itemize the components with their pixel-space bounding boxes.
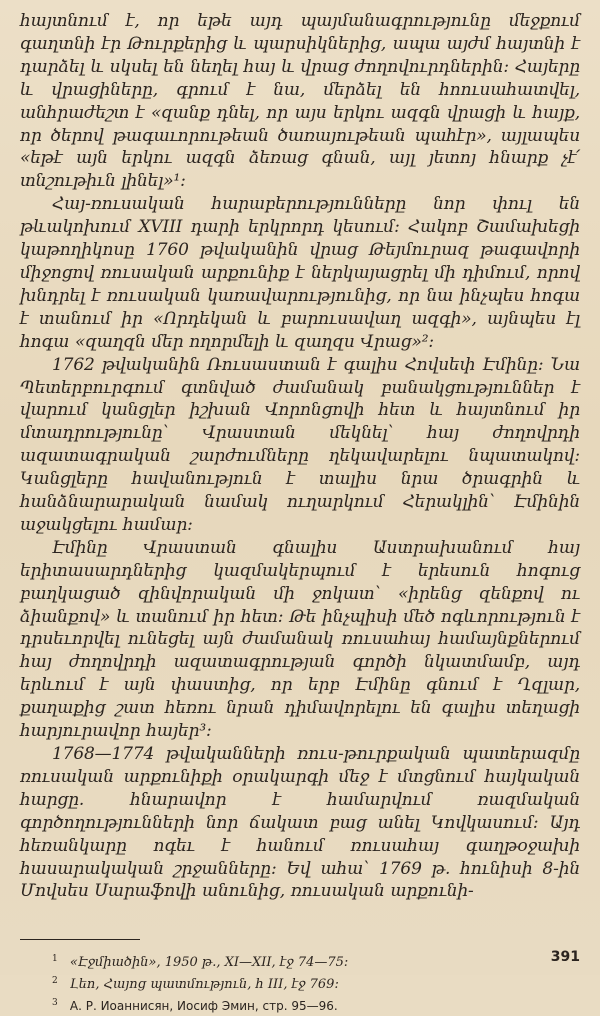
page-number: 391 [550, 949, 580, 965]
paragraph-3: 1762 թվականին Ռուսաստան է գալիս Հովսեփ Էմինը: Նա Պետերբուրգում գտնված ժամանակ բանակցություններ է վարում կանցլեր իշխան Վորոնցովի հետ և հայտնում իր մտադրությունը՝ Վրաստան մեկնել՝ հայ ժողովրդի ազատագրական շարժումները ղեկավարելու նպատակով: Կանցլերը հավանություն է տալիս նրա ծրագրին և հանձնարարական նամակ ուղարկում Հերակլին՝ Էմինին աջակցելու համար: [20, 354, 580, 535]
footnote-number: 3 [52, 998, 58, 1009]
footnotes [20, 950, 580, 1016]
paragraph-4: Էմինը Վրաստան գնալիս Աստրախանում հայ երիտասարդներից կազմակերպում է երեսուն հոգուց բաղկացած զինվորական մի ջոկատ՝ «իրենց զենքով ու ձիանքով» և տանում իր հետ: Թե ինչպիսի մեծ ոգևորություն է դրսեւորվել ունեցել այն ժամանակ ռուսահայ համայնքներում հայ ժողովրդի ազատագրության գործի նկատմամբ, այդ երևում է այն փաստից, որ երբ Էմինը գնում է Ղզլար, քաղաքից շատ հեռու նրան դիմավորելու են գալիս տեղացի հարյուրավոր հայեր³: [20, 537, 580, 742]
footnote-number: 1 [52, 954, 58, 965]
footnote-3 [52, 994, 580, 1016]
footnote-number: 2 [52, 976, 58, 987]
footnote-text: «Էջմիածին», 1950 թ., XI—XII, էջ 74—75: [69, 955, 349, 971]
body-text [20, 10, 580, 903]
footnote-text: А. Р. Иоаннисян, Иосиф Эмин, стр. 95—96. [69, 999, 338, 1014]
paragraph-2: Հայ-ռուսական հարաբերությունները նոր փուլ են թևակոխում XVIII դարի երկրորդ կեսում: Հակոբ Շամախեցի կաթողիկոսը 1760 թվականին վրաց Թեյմուրազ թագավորի միջոցով ռուսական արքունիք է ներկայացրել մի դիմում, որով խնդրել է ռուսական կառավարությունից, որ նա ինչպես հոգա է տանում իր «Որդեկան և բարուսավաղ ազգի», այնպես էլ հոգա «զաղզն մեր ողորմելի և զաղզս Վրաց»²: [20, 194, 580, 352]
paragraph-5: 1768—1774 թվականների ռուս-թուրքական պատերազմը ռուսական արքունիքի օրակարգի մեջ է մտցնում հայկական հարցը. հնարավոր է համարվում ռազմական գործողությունների նոր ճակատ բաց անել Կովկասում: Այդ հեռանկարը ոգեւ է հանում ռուսահայ գաղթօջախի հասարակական շրջանները: Եվ ահա՝ 1769 թ. հունիսի 8-ին Մովսես Սարաֆովի անունից, ռուսական արքունի- [20, 744, 580, 902]
footnote-divider [20, 939, 140, 940]
paragraph-1: հայտնում է, որ եթե այդ պայմանագրությունը մեջքում գաղտնի էր Թուրքերից և պարսիկներից, ապա այժմ հայտնի է դարձել և սկսել են նեղել հայ և վրաց ժողովուրդներին: Հայերը և վրացիները, գրում է նա, մերձել են հոուսահատվել, անհրաժեշտ է «զանք դնել, որ այս երկու ազգն վրացի և հայք, որ ծերով թագաւորութեան ծառայութեան պահէր», այլապես «եթէ այն երկու ազգն ձեռաց գնան, այլ յետոյ հնարք չէ՛ տնշութիւն լինել»¹: [20, 11, 580, 192]
footnote-2 [52, 972, 580, 994]
footnote-1 [52, 950, 580, 972]
footnote-text: Լեո, Հայոց պատմություն, հ III, էջ 769: [69, 977, 339, 993]
